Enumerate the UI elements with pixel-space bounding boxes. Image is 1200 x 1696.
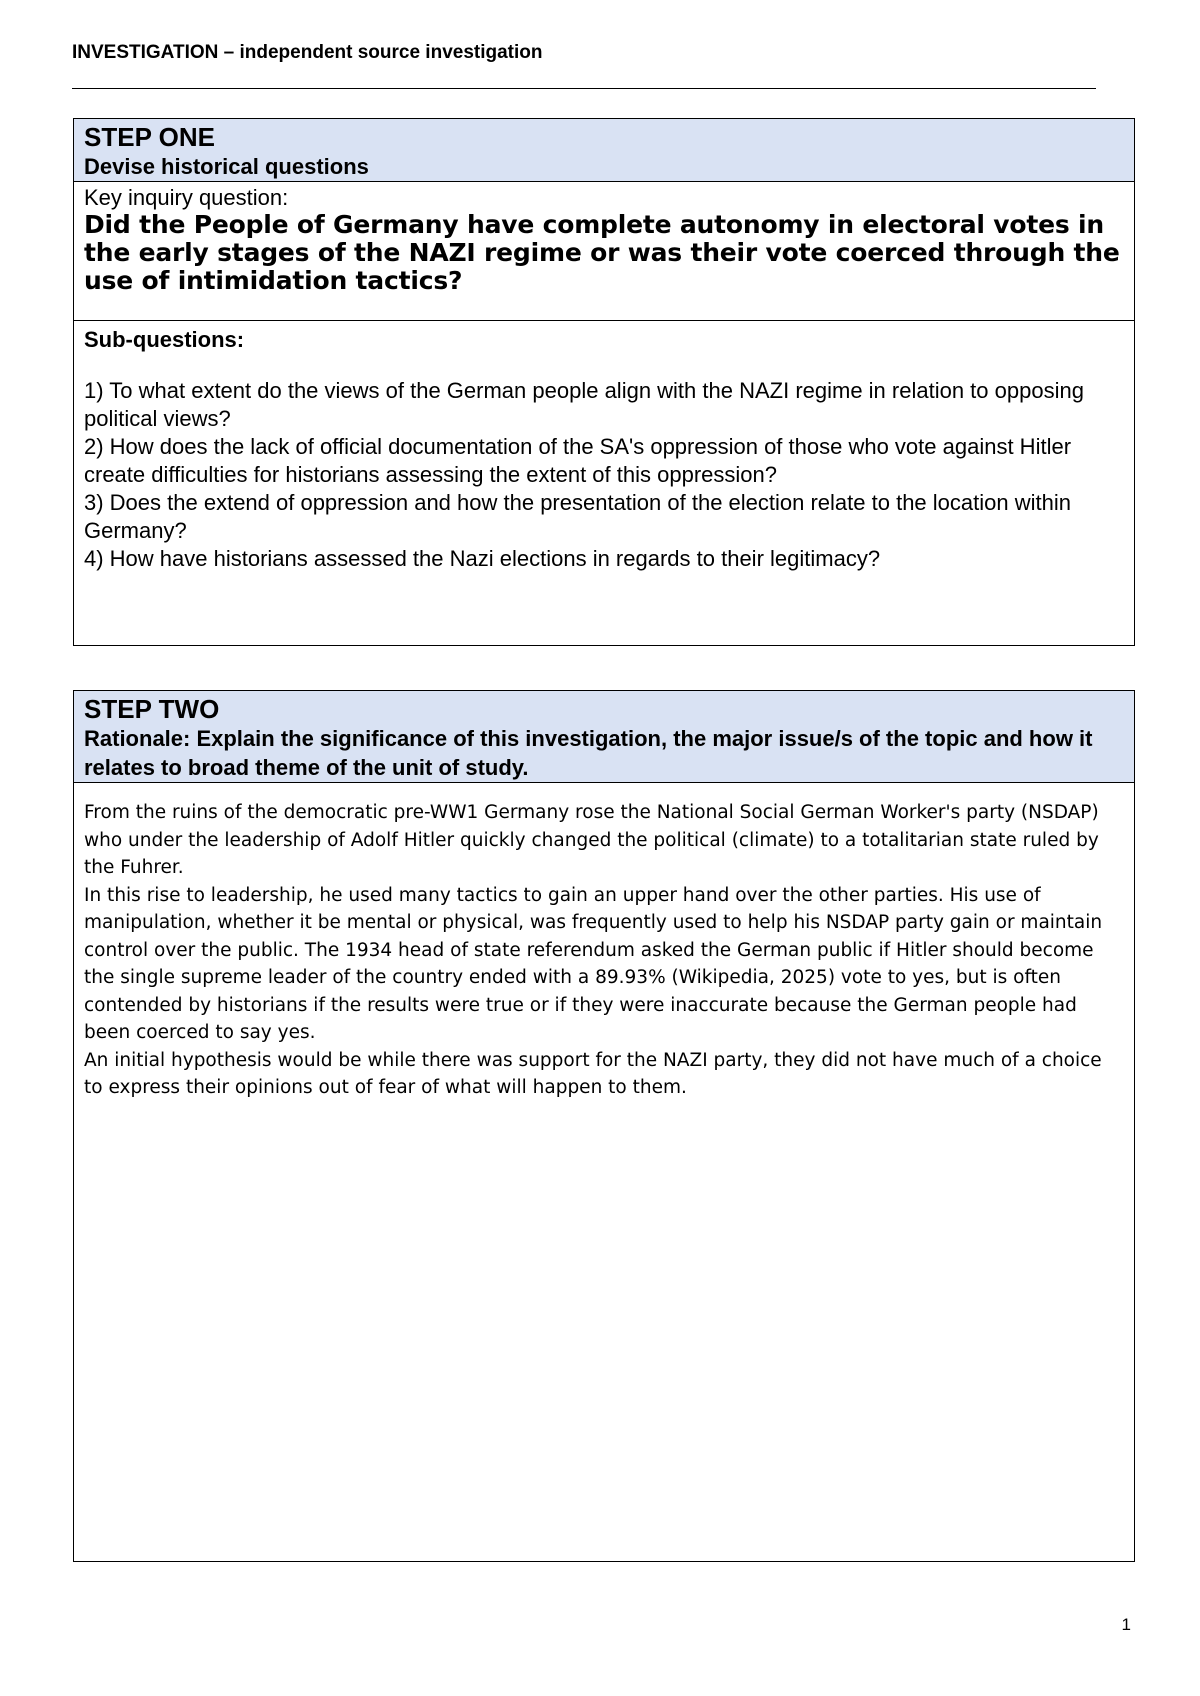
step-two-header — [74, 691, 1135, 783]
rationale-paragraph: From the ruins of the democratic pre-WW1 Germany rose the National Social German Worker's party (NSDAP) who under the leadership of Adolf Hitler quickly changed the political (climate) to a totalitarian state ruled by the Fuhrer. — [84, 802, 1099, 878]
sub-questions-cell — [74, 321, 1135, 646]
sub-question-item: 4) How have historians assessed the Nazi elections in regards to their legitimacy? — [84, 546, 881, 571]
step-one-table — [73, 118, 1135, 646]
sub-question-item: 1) To what extent do the views of the German people align with the NAZI regime in relation to opposing political views? — [84, 378, 1084, 431]
rationale-paragraph: In this rise to leadership, he used many tactics to gain an upper hand over the other parties. His use of manipulation, whether it be mental or physical, was frequently used to help his NSDAP party gain or maintain control over the public. The 1934 head of state referendum asked the German public if Hitler should become the single supreme leader of the country ended with a 89.93% (Wikipedia, 2025) vote to yes, but is often contended by historians if the results were true or if they were inaccurate because the German people had been coerced to say yes. — [84, 884, 1103, 1043]
sub-question-item: 2) How does the lack of official documentation of the SA's oppression of those who vote against Hitler create difficulties for historians assessing the extent of this oppression? — [84, 434, 1072, 487]
rationale-text — [84, 799, 1124, 1102]
step-one-subtitle: Devise historical questions — [84, 154, 369, 179]
key-inquiry-cell — [74, 182, 1135, 321]
step-two-subtitle: Rationale: Explain the significance of this investigation, the major issue/s of the topic and how it relates to broad theme of the unit of study. — [84, 726, 1093, 780]
sub-question-item: 3) Does the extend of oppression and how the presentation of the election relate to the location within Germany? — [84, 490, 1071, 543]
step-two-title: STEP TWO — [84, 694, 220, 724]
sub-questions-list — [84, 377, 1124, 573]
step-one-header — [74, 119, 1135, 182]
page-number: 1 — [1121, 1615, 1131, 1634]
rationale-paragraph: An initial hypothesis would be while there was support for the NAZI party, they did not have much of a choice to express their opinions out of fear of what will happen to them. — [84, 1049, 1102, 1098]
sub-questions-label: Sub-questions: — [84, 327, 245, 352]
step-two-table — [73, 690, 1135, 1562]
header-rule — [72, 88, 1096, 89]
key-inquiry-question: Did the People of Germany have complete autonomy in electoral votes in the early stages of the NAZI regime or was their vote coerced through the use of intimidation tactics? — [84, 210, 1120, 295]
rationale-cell — [74, 783, 1135, 1562]
step-one-title: STEP ONE — [84, 122, 216, 152]
page-header: INVESTIGATION – independent source investigation — [72, 42, 543, 63]
key-inquiry-label: Key inquiry question: — [84, 185, 289, 210]
